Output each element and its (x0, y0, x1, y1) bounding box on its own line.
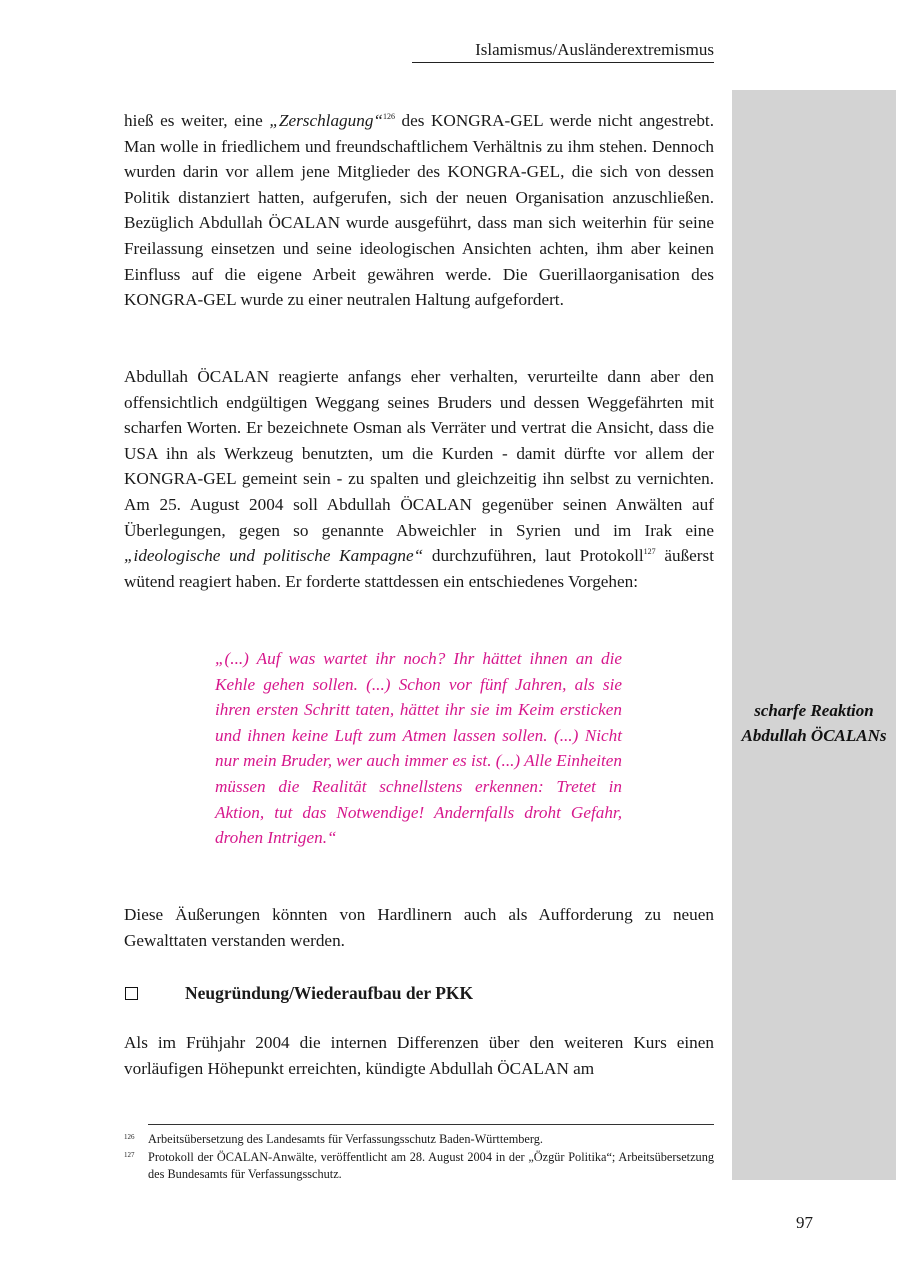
paragraph-1 (124, 108, 714, 313)
footnote-ref-127[interactable]: 127 (643, 547, 656, 557)
paragraph-1-emphasis: „Zerschlagung“ (269, 111, 383, 130)
footnote-number: 127 (124, 1151, 135, 1159)
margin-sidebar (732, 90, 896, 1180)
paragraph-1-text-b: des KONGRA-GEL werde nicht angestrebt. Man wolle in friedlichem und freundschaftlichem Verhältnis zu ihm stehen. Dennoch wurden darin vor allem jene Mitglieder des KONGRA-GEL, die sich von dessen Politik distanziert hatten, aufgerufen, sich der neuen Organisation anzuschließen. Bezüglich Abdullah ÖCALAN wurde ausgeführt, dass man sich weiterhin für seine Freilassung einsetzen und seine ideologischen Ansichten achten, ihm aber keinen Einfluss auf die eigene Arbeit gewähren werde. Die Guerillaorganisation des KONGRA-GEL wurde zu einer neutralen Haltung aufgefordert. (124, 111, 714, 310)
footnote-divider (148, 1124, 714, 1125)
paragraph-2-text-b: durchzuführen, laut Protokoll (423, 546, 644, 566)
paragraph-2-text-a: Abdullah ÖCALAN reagierte anfangs eher verhalten, verurteilte dann aber den offensichtlich endgültigen Weggang seines Bruders und dessen Weggefährten mit scharfen Worten. Er bezeichnete Osman als Verräter und vertrat die Ansicht, dass die USA ihn als Werkzeug benutzten, um die Kurden - damit dürfte vor allem der KONGRA-GEL gemeint sein - zu spalten und gleichzeitig ihn selbst zu vernichten. Am 25. August 2004 soll Abdullah ÖCALAN gegenüber seinen Anwälten auf Überlegungen, gegen so genannte Abweichler in Syrien und im Irak eine (124, 367, 714, 540)
footnote-number: 126 (124, 1133, 135, 1141)
footnote-ref-126[interactable]: 126 (382, 112, 395, 121)
running-title: Islamismus/Ausländerextremismus (475, 40, 714, 59)
paragraph-1-text-a: hieß es weiter, eine (124, 111, 270, 130)
section-heading-text: Neugründung/Wiederaufbau der PKK (185, 983, 474, 1003)
paragraph-2-emphasis: „ideologische und politische Kampagne“ (124, 546, 424, 566)
paragraph-3: Diese Äußerungen könnten von Hardlinern auch als Aufforderung zu neuen Gewalttaten verstanden werden. (124, 905, 714, 950)
running-header (412, 40, 714, 63)
page-number: 97 (796, 1213, 813, 1232)
paragraph-2-text-c: äußerst wütend reagiert haben. Er forderte stattdessen ein entschiedenes Vorgehen: (124, 546, 714, 591)
paragraph-2 (124, 364, 714, 594)
block-quote: „(...) Auf was wartet ihr noch? Ihr hättet ihnen an die Kehle gehen sollen. (...) Schon vor fünf Jahren, als sie ihren ersten Schritt taten, hättet ihr sie im Keim ersticken und ihnen keine Luft zum Atmen lassen sollen. (...) Nicht nur mein Bruder, wer auch immer es ist. (...) Alle Einheiten müssen die Realität schnellstens erkennen: Tretet in Aktion, tut das Notwendige! Andernfalls droht Gefahr, drohen Intrigen.“ (215, 649, 622, 848)
footnote-text: Arbeitsübersetzung des Landesamts für Verfassungsschutz Baden-Württemberg. (148, 1132, 543, 1146)
margin-note: scharfe Reaktion Abdullah ÖCALANs (741, 701, 887, 745)
checkbox-square-icon (125, 987, 138, 1000)
paragraph-4: Als im Frühjahr 2004 die internen Differenzen über den weiteren Kurs einen vorläufigen Höhepunkt erreichten, kündigte Abdullah ÖCALAN am (124, 1033, 714, 1078)
footnote-text: Protokoll der ÖCALAN-Anwälte, veröffentlicht am 28. August 2004 in der „Özgür Politika“; Arbeitsübersetzung des Bundesamts für Verfassungsschutz. (148, 1150, 714, 1181)
